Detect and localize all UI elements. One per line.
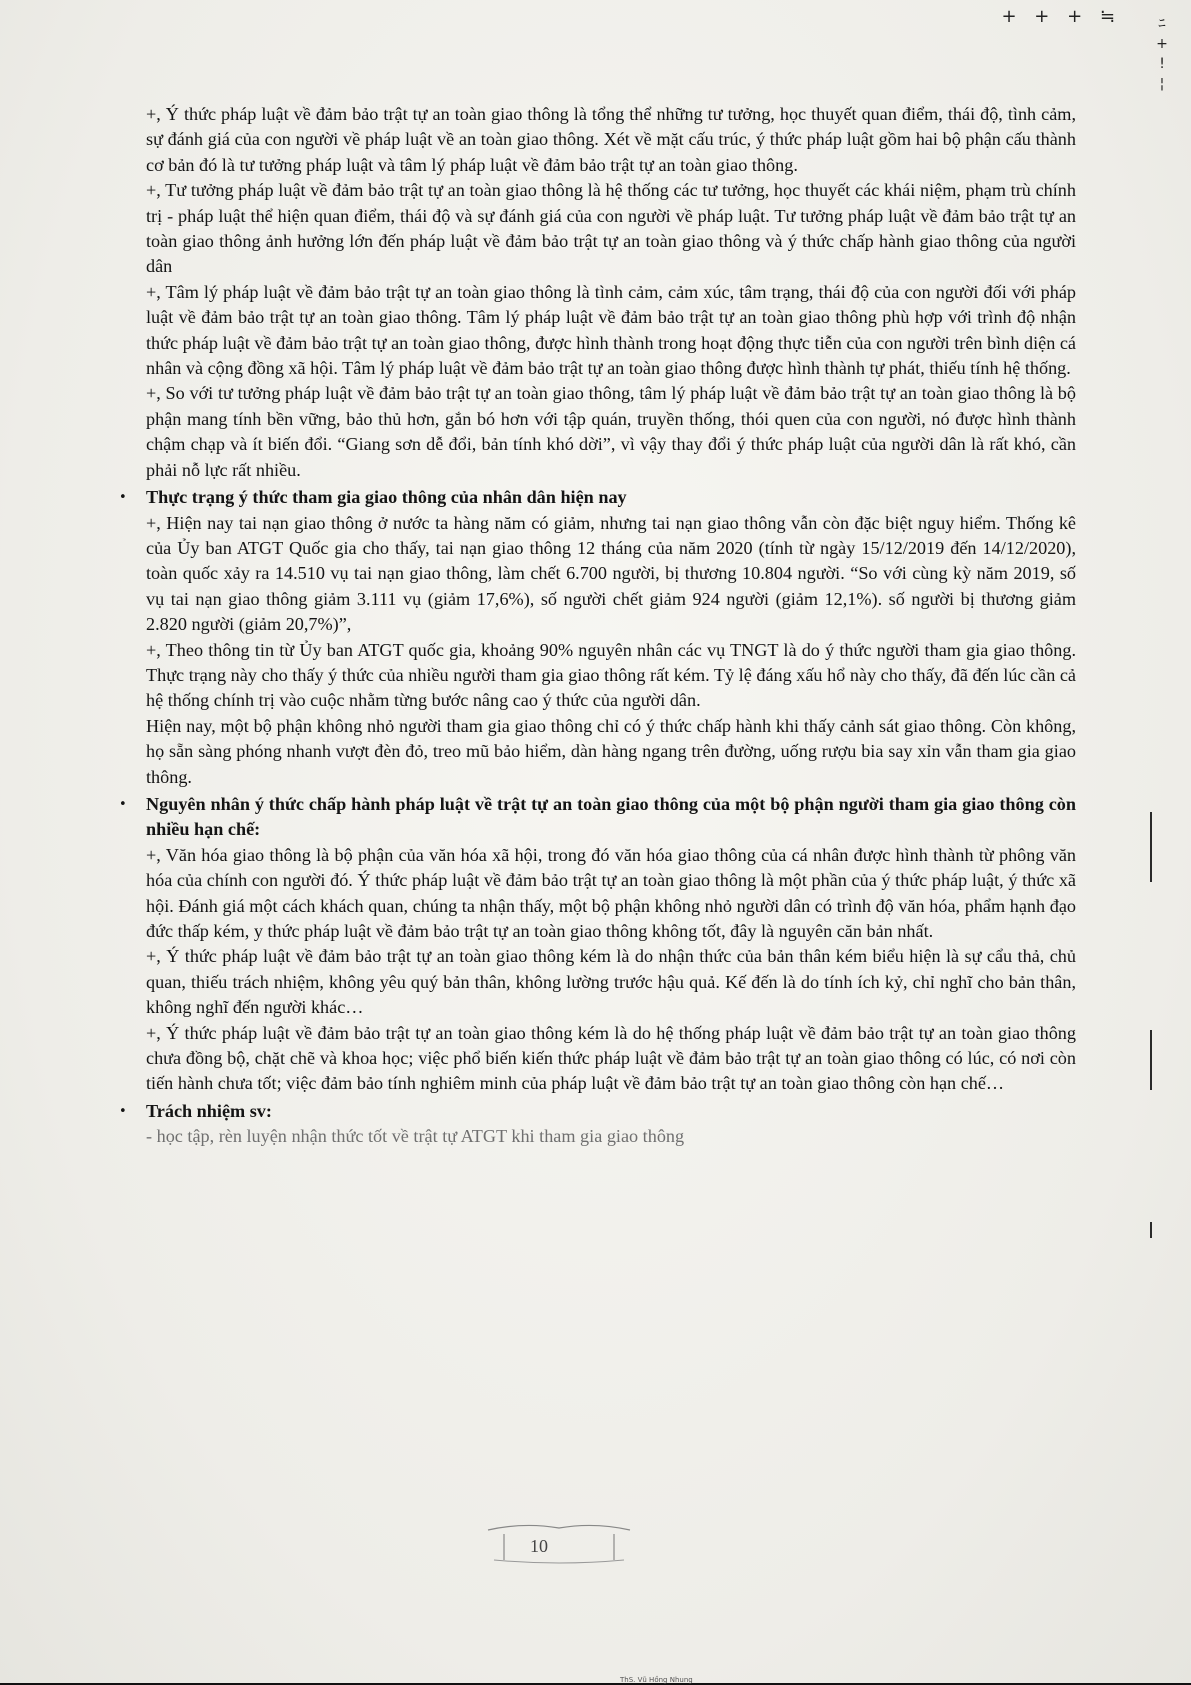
intro-paragraph: +, Tư tưởng pháp luật về đảm bảo trật tự an toàn giao thông là hệ thống các tư tưởng, học thuyết các khái niệm, phạm trù chính trị - pháp luật thể hiện quan điểm, thái độ và sự đánh giá của con người về pháp luật. Tư tưởng pháp luật về đảm bảo trật tự an toàn giao thông ảnh hưởng lớn đến pháp luật về đảm bảo trật tự an toàn giao thông và ý thức chấp hành giao thông của người dân xyxy=(146,180,1076,277)
section-paragraph: +, Theo thông tin từ Ủy ban ATGT quốc gia, khoảng 90% nguyên nhân các vụ TNGT là do ý thức người tham gia giao thông. Thực trạng này cho thấy ý thức của nhiều người tham gia giao thông rất kém. Tỷ lệ đáng xấu hổ này cho thấy, đã đến lúc cần cả hệ thống chính trị vào cuộc nhằm từng bước nâng cao ý thức của người dân. xyxy=(146,639,1076,711)
section-paragraph: +, Hiện nay tai nạn giao thông ở nước ta hàng năm có giảm, nhưng tai nạn giao thông vẫn còn đặc biệt nguy hiểm. Thống kê của Ủy ban ATGT Quốc gia cho thấy, tai nạn giao thông 12 tháng của năm 2020 (tính từ ngày 15/12/2019 đến 14/12/2020), toàn quốc xảy ra 14.510 vụ tai nạn giao thông, làm chết 6.700 người, bị thương 10.804 người. “So với cùng kỳ năm 2019, số vụ tai nạn giao thông giảm 3.111 vụ (giảm 17,6%), số người chết giảm 924 người (giảm 12,1%). số người bị thương giảm 2.820 người (giảm 20,7%)”, xyxy=(146,512,1076,635)
section-cause xyxy=(119,792,1076,1097)
scan-edge-line-lower xyxy=(1150,1222,1152,1238)
section-heading: Trách nhiệm sv: xyxy=(146,1100,272,1121)
section-heading: Thực trạng ý thức tham gia giao thông của nhân dân hiện nay xyxy=(146,487,627,508)
section-paragraph: +, Ý thức pháp luật về đảm bảo trật tự an toàn giao thông kém là do nhận thức của bản thân kém biểu hiện là sự cẩu thả, chủ quan, thiếu trách nhiệm, không yêu quý bản thân, không lường trước hậu quả. Kế đến là do tính ích kỷ, chỉ nghĩ cho bản thân, không nghĩ đến người khác… xyxy=(146,946,1076,1018)
scan-edge-line-middle xyxy=(1150,1030,1152,1090)
intro-paragraph: +, Tâm lý pháp luật về đảm bảo trật tự an toàn giao thông là tình cảm, cảm xúc, tâm trạng, thái độ của con người đối với pháp luật về đảm bảo trật tự an toàn giao thông. Tâm lý pháp luật về đảm bảo trật tự an toàn giao thông phù hợp với trình độ nhận thức pháp luật về đảm bảo trật tự an toàn giao thông, được hình thành trong hoạt động thực tiễn của con người trên bình diện cá nhân và cộng đồng xã hội. Tâm lý pháp luật về đảm bảo trật tự an toàn giao thông được hình thành tự phát, thiếu tính hệ thống. xyxy=(146,281,1076,379)
section-paragraph: +, Ý thức pháp luật về đảm bảo trật tự an toàn giao thông kém là do hệ thống pháp luật về đảm bảo trật tự an toàn giao thông chưa đồng bộ, chặt chẽ và khoa học; việc phổ biến kiến thức pháp luật về đảm bảo trật tự an toàn giao thông có lúc, có nơi còn tiến hành chưa tốt; việc đảm bảo tính nghiêm minh của pháp luật về đảm bảo trật tự an toàn giao thông còn hạn chế… xyxy=(146,1022,1076,1094)
intro-paragraph: +, Ý thức pháp luật về đảm bảo trật tự an toàn giao thông là tổng thể những tư tưởng, học thuyết quan điểm, thái độ, tình cảm, sự đánh giá của con người về pháp luật về an toàn giao thông. Xét về mặt cấu trúc, ý thức pháp luật gồm hai bộ phận cấu thành cơ bản đó là tư tưởng pháp luật và tâm lý pháp luật về đảm bảo trật tự an toàn giao thông. xyxy=(146,104,1076,175)
corner-marks: + + + ≒ xyxy=(1001,6,1121,27)
bullet-icon: • xyxy=(119,796,127,812)
section-paragraph: +, Văn hóa giao thông là bộ phận của văn hóa xã hội, trong đó văn hóa giao thông của cá nhân được hình thành từ phông văn hóa của chính con người đó. Ý thức pháp luật về đảm bảo trật tự an toàn giao thông là một phần của ý thức pháp luật, ý thức xã hội. Đánh giá một cách khách quan, chúng ta nhận thấy, một bộ phận không nhỏ người dân có trình độ văn hóa, phẩm hạnh đạo đức thấp kém, y thức pháp luật về đảm bảo trật tự an toàn giao thông không tốt, đây là nguyên căn bản nhất. xyxy=(146,844,1076,941)
intro-paragraph: +, So với tư tưởng pháp luật về đảm bảo trật tự an toàn giao thông, tâm lý pháp luật về đảm bảo trật tự an toàn giao thông là bộ phận mang tính bền vững, bảo thủ hơn, gắn bó hơn với tập quán, truyền thống, thói quen của con người, nó được hình thành chậm chạp và ít biến đổi. “Giang sơn dễ đổi, bản tính khó dời”, vì vậy thay đổi ý thức pháp luật của người dân là rất khó, cần phải nỗ lực rất nhiều. xyxy=(146,383,1076,480)
section-reality xyxy=(119,485,1076,790)
section-duty xyxy=(119,1099,1076,1150)
section-paragraph: Hiện nay, một bộ phận không nhỏ người tham gia giao thông chỉ có ý thức chấp hành khi thấy cảnh sát giao thông. Còn không, họ sẵn sàng phóng nhanh vượt đèn đỏ, treo mũ bảo hiểm, dàn hàng ngang trên đường, uống rượu bia say xỉn vẫn tham gia giao thông. xyxy=(146,715,1076,787)
bullet-icon: • xyxy=(119,490,127,506)
bullet-icon: • xyxy=(119,1103,127,1119)
scan-edge-line-upper xyxy=(1150,812,1152,882)
page-number: 10 xyxy=(530,1536,548,1556)
page-number-ornament xyxy=(484,1520,634,1564)
footer-text: ThS. Vũ Hồng Nhung xyxy=(620,1676,693,1684)
section-paragraph: - học tập, rèn luyện nhận thức tốt về trật tự ATGT khi tham gia giao thông xyxy=(146,1126,685,1147)
edge-marks: ﾆ + ! ¦ xyxy=(1156,16,1168,92)
section-heading: Nguyên nhân ý thức chấp hành pháp luật về trật tự an toàn giao thông của một bộ phận người tham gia giao thông còn nhiều hạn chế: xyxy=(146,793,1076,840)
document-body xyxy=(119,102,1076,1150)
